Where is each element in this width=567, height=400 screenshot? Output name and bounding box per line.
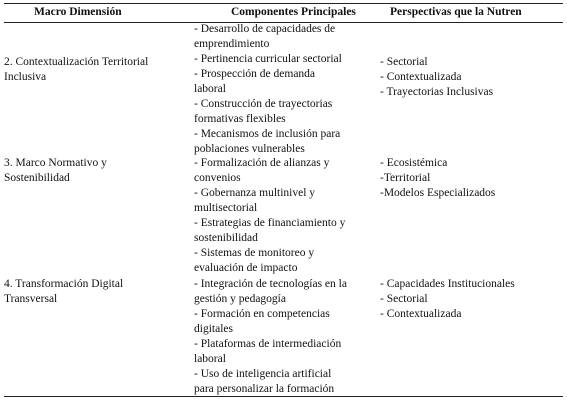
component-line: emprendimiento [194, 38, 270, 50]
header-components: Componentes Principales [231, 6, 356, 18]
component-line: - Mecanismos de inclusión para [194, 128, 341, 140]
component-line: poblaciones vulnerables [194, 143, 305, 155]
row-3-dimension-line: Transversal [4, 293, 58, 305]
perspective-item: -Territorial [380, 172, 431, 184]
row-2-perspectives [380, 156, 562, 201]
row-3-components [194, 277, 376, 397]
component-line: formativas flexibles [194, 113, 286, 125]
component-line: - Uso de inteligencia artificial [194, 368, 332, 380]
component-line: - Desarrollo de capacidades de [194, 23, 336, 35]
component-item [194, 216, 376, 246]
row-2-dimension-line: Sostenibilidad [4, 172, 70, 184]
perspective-item: - Capacidades Institucionales [380, 278, 515, 290]
component-line: digitales [194, 323, 233, 335]
component-item [194, 127, 376, 157]
row-1-dimension [4, 55, 194, 85]
table-top-rule [4, 3, 563, 4]
component-line: - Formación en competencias [194, 308, 330, 320]
row-1-dimension-line: Inclusiva [4, 71, 47, 83]
component-line: laboral [194, 83, 226, 95]
component-line: gestión y pedagogía [194, 293, 286, 305]
component-line: - Construcción de trayectorias [194, 98, 333, 110]
component-item [194, 156, 376, 186]
component-line: - Pertinencia curricular sectorial [194, 53, 342, 65]
row-1-perspectives [380, 55, 562, 100]
component-item [194, 246, 376, 276]
perspective-item: - Contextualizada [380, 71, 462, 83]
row-2-dimension-line: 3. Marco Normativo y [4, 157, 107, 169]
component-line: - Integración de tecnologías en la [194, 278, 347, 290]
component-item [194, 67, 376, 97]
row-3-dimension [4, 277, 194, 307]
row-3-perspectives [380, 277, 562, 322]
component-item [194, 337, 376, 367]
component-line: - Estrategias de financiamiento y [194, 217, 346, 229]
component-line: - Formalización de alianzas y [194, 157, 330, 169]
component-line: - Sistemas de monitoreo y [194, 247, 315, 259]
row-1-dimension-line: 2. Contextualización Territorial [4, 56, 149, 68]
component-line: multisectorial [194, 202, 258, 214]
component-line: para personalizar la formación [194, 383, 335, 395]
component-item [194, 97, 376, 127]
component-line: sostenibilidad [194, 232, 258, 244]
component-item [194, 307, 376, 337]
component-line: laboral [194, 353, 226, 365]
component-item [194, 22, 376, 52]
component-item [194, 186, 376, 216]
row-3-dimension-line: 4. Transformación Digital [4, 278, 124, 290]
component-item [194, 52, 376, 67]
header-perspectives: Perspectivas que la Nutren [390, 6, 522, 18]
row-2-components [194, 156, 376, 276]
component-line: - Plataformas de intermediación [194, 338, 342, 350]
component-item [194, 277, 376, 307]
perspective-item: - Ecosistémica [380, 157, 448, 169]
perspective-item: - Sectorial [380, 56, 428, 68]
perspective-item: -Modelos Especializados [380, 187, 496, 199]
perspective-item: - Contextualizada [380, 308, 462, 320]
row-1-components [194, 22, 376, 157]
table-bottom-rule [4, 396, 563, 397]
perspective-item: - Sectorial [380, 293, 428, 305]
header-macro-dimension: Macro Dimensión [34, 6, 122, 18]
component-line: - Gobernanza multinivel y [194, 187, 316, 199]
component-line: evaluación de impacto [194, 262, 298, 274]
component-line: - Prospección de demanda [194, 68, 316, 80]
perspective-item: - Trayectorias Inclusivas [380, 86, 494, 98]
component-line: convenios [194, 172, 241, 184]
component-item [194, 367, 376, 397]
row-2-dimension [4, 156, 194, 186]
